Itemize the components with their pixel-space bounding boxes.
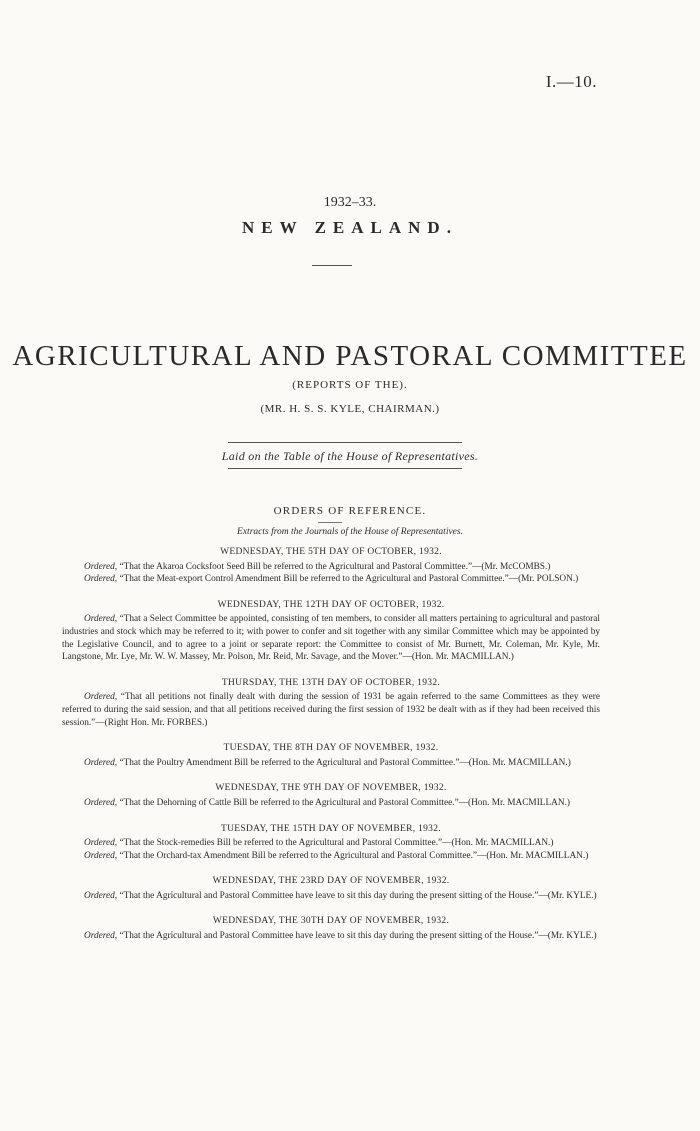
ordered-label: Ordered,	[84, 890, 118, 901]
ordered-label: Ordered,	[84, 757, 118, 768]
ordered-label: Ordered,	[84, 561, 118, 572]
ordered-label: Ordered,	[84, 574, 118, 585]
order-paragraph	[62, 561, 600, 574]
order-paragraph	[62, 613, 600, 663]
order-paragraph	[62, 890, 600, 903]
orders-heading: ORDERS OF REFERENCE.	[273, 505, 427, 517]
entry-date: TUESDAY, THE 8TH DAY OF NOVEMBER, 1932.	[223, 743, 439, 754]
order-paragraph	[62, 757, 600, 770]
order-entry	[62, 742, 600, 769]
order-entry	[62, 546, 600, 586]
ordered-label: Ordered,	[84, 614, 118, 625]
order-paragraph	[62, 797, 600, 810]
order-entry	[62, 823, 600, 863]
document-subtitle: (REPORTS OF THE).	[292, 379, 408, 391]
orders-divider	[318, 522, 342, 523]
country-heading: NEW ZEALAND.	[242, 218, 458, 237]
chairman-line: (MR. H. S. S. KYLE, CHAIRMAN.)	[260, 403, 440, 415]
order-text: “That the Dehorning of Cattle Bill be referred to the Agricultural and Pastoral Committee.”—(Hon. Mr. MACMILLAN.)	[117, 797, 570, 808]
entry-date: TUESDAY, THE 15TH DAY OF NOVEMBER, 1932.	[221, 823, 441, 834]
order-text: “That the Akaroa Cocksfoot Seed Bill be referred to the Agricultural and Pastoral Committee.”—(Mr. McCOMBS.)	[117, 561, 551, 572]
order-paragraph	[62, 850, 600, 863]
ordered-label: Ordered,	[84, 797, 118, 808]
session-year: 1932–33.	[323, 195, 377, 210]
order-text: “That the Orchard-tax Amendment Bill be referred to the Agricultural and Pastoral Committee.”—(Hon. Mr. MACMILLAN.)	[117, 850, 589, 861]
order-text: “That the Agricultural and Pastoral Committee have leave to sit this day during the present sitting of the House.”—(Mr. KYLE.)	[117, 931, 597, 942]
document-title: AGRICULTURAL AND PASTORAL COMMITTEE	[12, 340, 688, 372]
order-text: “That the Stock-remedies Bill be referred to the Agricultural and Pastoral Committee.”—(Hon. Mr. MACMILLAN.)	[117, 838, 554, 849]
laid-on-table-note: Laid on the Table of the House of Representatives.	[221, 449, 479, 463]
order-text: “That the Poultry Amendment Bill be referred to the Agricultural and Pastoral Committee.”—(Hon. Mr. MACMILLAN.)	[117, 757, 571, 768]
entry-date: WEDNESDAY, THE 9TH DAY OF NOVEMBER, 1932.	[215, 783, 447, 794]
order-paragraph	[62, 573, 600, 586]
laid-divider-top	[228, 442, 462, 443]
order-text: “That the Agricultural and Pastoral Committee have leave to sit this day during the present sitting of the House.”—(Mr. KYLE.)	[117, 890, 597, 901]
order-entry	[62, 875, 600, 902]
order-paragraph	[62, 930, 600, 943]
ordered-label: Ordered,	[84, 838, 118, 849]
ordered-label: Ordered,	[84, 692, 118, 703]
order-text: “That all petitions not finally dealt with during the session of 1931 be again referred to the same Committees as they were referred to during the said session, and that all petitions received during the first session of 1932 be dealt with as if they had been received this session.”—(Right Hon. Mr. FORBES.)	[62, 692, 600, 728]
country-divider	[312, 265, 352, 266]
entry-date: THURSDAY, THE 13TH DAY OF OCTOBER, 1932.	[221, 677, 441, 688]
order-text: “That a Select Committee be appointed, consisting of ten members, to consider all matters pertaining to agricultural and pastoral industries and stock which may be referred to it; with power to confer and sit together with any similar Committee which may be appointed by the Legislative Council, and to agree to a joint or separate report: the Committee to consist of Mr. Burnett, Mr. Coleman, Mr. Kyle, Mr. Langstone, Mr. Lye, Mr. W. W. Massey, Mr. Polson, Mr. Reid, Mr. Savage, and the Mover.”—(Hon. Mr. MACMILLAN.)	[62, 614, 600, 663]
order-text: “That the Meat-export Control Amendment Bill be referred to the Agricultural and Pastoral Committee.”—(Mr. POLSON.)	[117, 574, 579, 585]
order-paragraph	[62, 837, 600, 850]
entry-date: WEDNESDAY, THE 12TH DAY OF OCTOBER, 1932.	[217, 599, 445, 610]
order-paragraph	[62, 691, 600, 729]
order-entry	[62, 782, 600, 809]
order-entry	[62, 677, 600, 729]
orders-list	[62, 546, 600, 956]
extracts-note: Extracts from the Journals of the House of Representatives.	[237, 527, 463, 537]
ordered-label: Ordered,	[84, 850, 118, 861]
entry-date: WEDNESDAY, THE 5TH DAY OF OCTOBER, 1932.	[220, 547, 442, 557]
entry-date: WEDNESDAY, THE 23RD DAY OF NOVEMBER, 1932.	[212, 876, 450, 887]
order-entry	[62, 915, 600, 942]
entry-date: WEDNESDAY, THE 30TH DAY OF NOVEMBER, 1932.	[212, 916, 450, 927]
page-number: I.—10.	[545, 72, 597, 91]
ordered-label: Ordered,	[84, 931, 118, 942]
order-entry	[62, 599, 600, 664]
laid-divider-bottom	[228, 468, 462, 469]
